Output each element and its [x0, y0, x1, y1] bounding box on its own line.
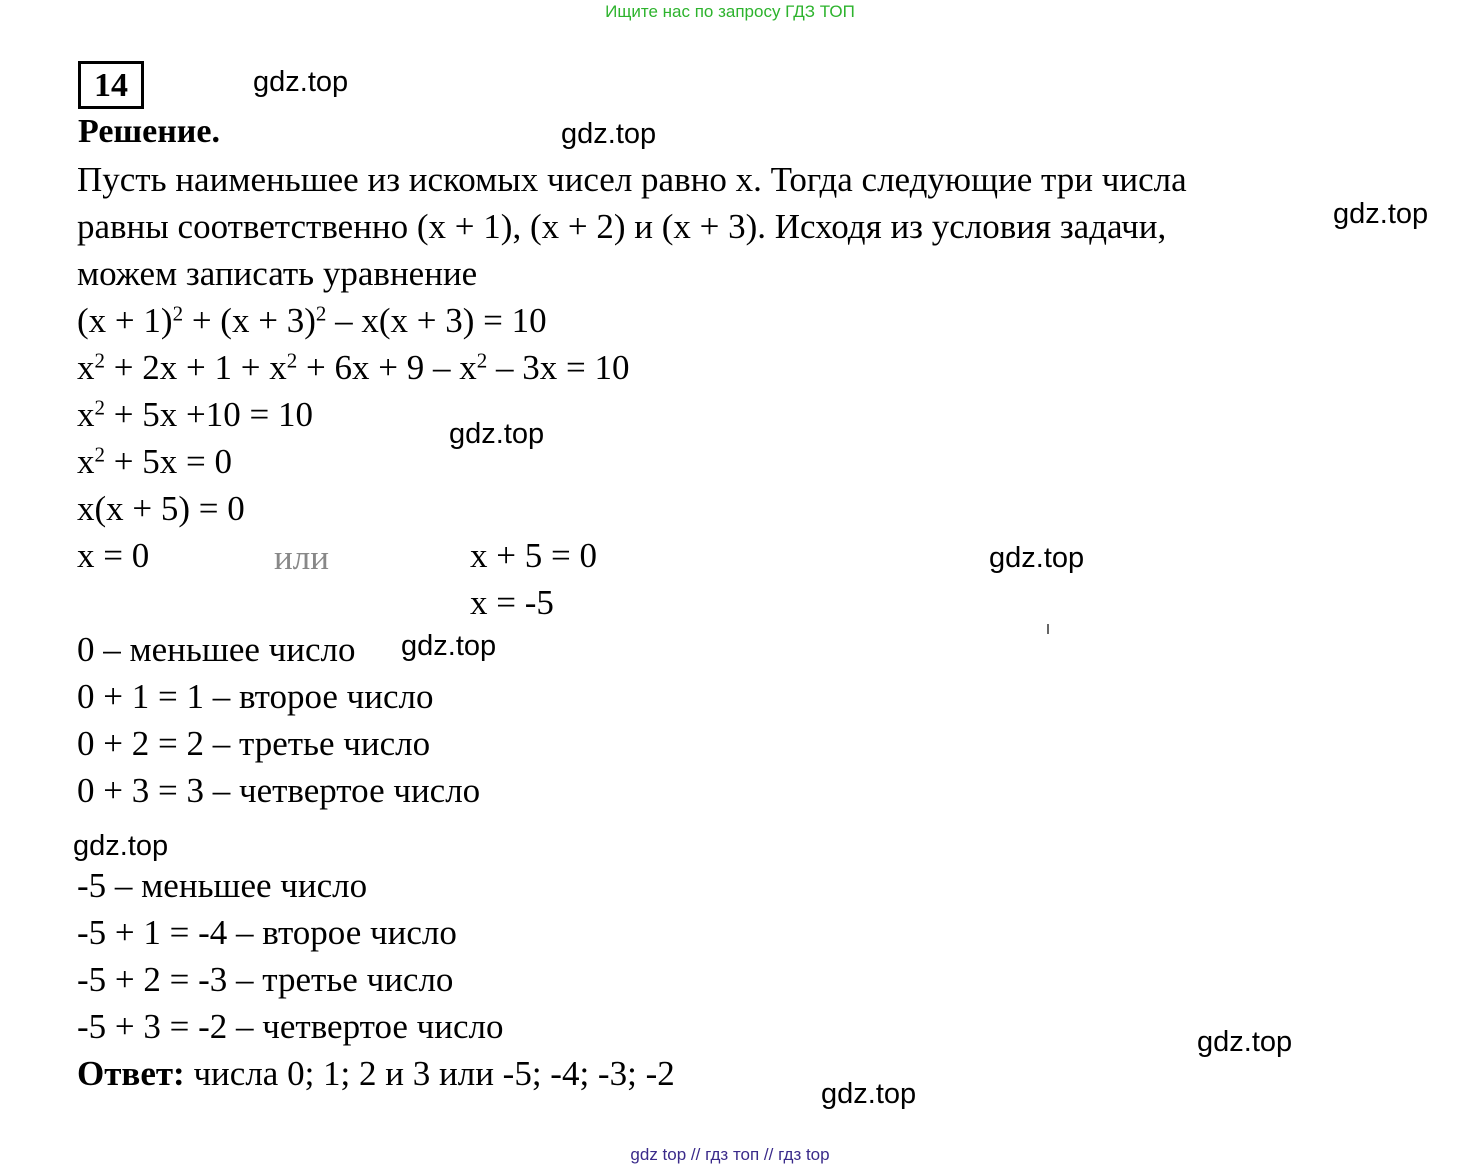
root-2: x = -5	[470, 583, 554, 622]
case1-line-4: 0 + 3 = 3 – четвертое число	[77, 771, 481, 810]
equation-1: $(x + 1)^2 + (x + 3)^2 - x(x + 3) = 10$	[77, 301, 547, 340]
intro-line-1: Пусть наименьшее из искомых чисел равно x. Тогда следующие три числа	[77, 160, 1187, 199]
problem-number: 14	[78, 61, 144, 109]
footer-links[interactable]: gdz top // гдз топ // гдз top	[630, 1145, 830, 1164]
watermark: gdz.top	[1333, 198, 1429, 230]
root-1: x = 0	[77, 536, 150, 575]
watermark: gdz.top	[1197, 1026, 1293, 1058]
watermark: gdz.top	[253, 66, 349, 98]
case1-line-1: 0 – меньшее число	[77, 630, 356, 669]
case2-line-1: -5 – меньшее число	[77, 866, 368, 905]
case1-line-2: 0 + 1 = 1 – второе число	[77, 677, 434, 716]
top-banner[interactable]: Ищите нас по запросу ГДЗ ТОП	[605, 2, 855, 21]
intro-line-3: можем записать уравнение	[77, 254, 478, 293]
watermark: gdz.top	[821, 1078, 917, 1110]
watermark: gdz.top	[989, 542, 1085, 574]
case2-line-3: -5 + 2 = -3 – третье число	[77, 960, 454, 999]
intro-line-2: равны соответственно (x + 1), (x + 2) и (x + 3). Исходя из условия задачи,	[77, 207, 1167, 246]
equation-6: x + 5 = 0	[470, 536, 597, 575]
answer-label: Ответ:	[77, 1054, 185, 1093]
equation-3: $x^2 + 5x +10 = 10$	[77, 395, 313, 434]
equation-2: $x^2 + 2x + 1 + x^2 + 6x + 9 - x^2 - 3x = 10$	[77, 348, 630, 387]
answer-line	[77, 1054, 675, 1094]
case1-line-3: 0 + 2 = 2 – третье число	[77, 724, 431, 763]
watermark: gdz.top	[561, 118, 657, 150]
watermark: gdz.top	[449, 418, 545, 450]
watermark: gdz.top	[73, 830, 169, 862]
case2-line-4: -5 + 3 = -2 – четвертое число	[77, 1007, 504, 1046]
or-word: или	[274, 538, 329, 577]
solution-heading: Решение.	[78, 113, 220, 150]
stray-mark	[1047, 624, 1053, 634]
equation-5: x(x + 5) = 0	[77, 489, 245, 528]
answer-text: числа 0; 1; 2 и 3 или -5; -4; -3; -2	[193, 1054, 675, 1093]
watermark: gdz.top	[401, 630, 497, 662]
equation-4: $x^2 + 5x = 0$	[77, 442, 232, 481]
case2-line-2: -5 + 1 = -4 – второе число	[77, 913, 457, 952]
